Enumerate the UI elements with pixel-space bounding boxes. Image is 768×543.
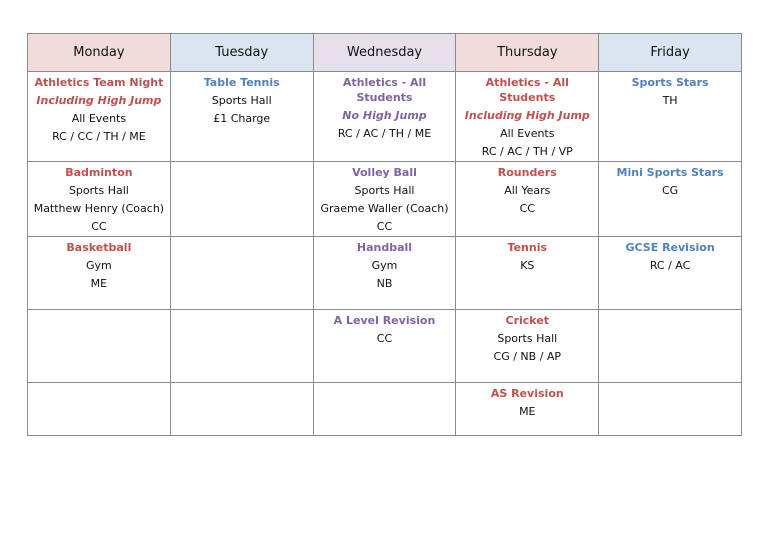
- cell-thursday: [456, 162, 599, 237]
- cell-thursday: [456, 310, 599, 383]
- activity-staff: NB: [376, 277, 393, 290]
- activity-title: Volley Ball: [352, 166, 417, 179]
- activity-timetable: [27, 33, 742, 436]
- activity-detail: All Years: [504, 184, 551, 197]
- activity-detail: £1 Charge: [213, 112, 271, 125]
- cell-tuesday: [170, 162, 313, 237]
- cell-wednesday: [313, 72, 456, 162]
- activity-detail: Gym: [371, 259, 398, 272]
- activity-staff: KS: [520, 259, 535, 272]
- activity-detail: Matthew Henry (Coach): [33, 202, 165, 215]
- cell-thursday: [456, 237, 599, 310]
- table-row: [28, 162, 742, 237]
- cell-thursday: [456, 72, 599, 162]
- cell-wednesday: [313, 383, 456, 436]
- cell-monday: [28, 310, 171, 383]
- activity-staff: CG: [661, 184, 679, 197]
- cell-tuesday: [170, 383, 313, 436]
- header-tuesday: Tuesday: [170, 34, 313, 72]
- cell-tuesday: [170, 237, 313, 310]
- activity-staff: CC: [519, 202, 535, 215]
- activity-title: Athletics Team Night: [34, 76, 164, 89]
- activity-detail: All Events: [500, 127, 555, 140]
- cell-friday: [599, 237, 742, 310]
- header-wednesday: Wednesday: [313, 34, 456, 72]
- cell-tuesday: [170, 310, 313, 383]
- activity-staff: RC / AC / TH / ME: [337, 127, 432, 140]
- cell-wednesday: [313, 237, 456, 310]
- activity-staff: ME: [519, 405, 536, 418]
- activity-staff: RC / AC: [649, 259, 691, 272]
- activity-subtitle: No High Jump: [342, 109, 427, 122]
- activity-detail: Graeme Waller (Coach): [320, 202, 449, 215]
- activity-title: Mini Sports Stars: [616, 166, 724, 179]
- header-friday: Friday: [599, 34, 742, 72]
- activity-title: Basketball: [66, 241, 132, 254]
- activity-title: Athletics - All Students: [342, 76, 427, 104]
- cell-wednesday: [313, 162, 456, 237]
- cell-wednesday: [313, 310, 456, 383]
- cell-tuesday: [170, 72, 313, 162]
- header-row: [28, 34, 742, 72]
- activity-detail: Sports Hall: [497, 332, 558, 345]
- activity-title: Athletics - All Students: [485, 76, 569, 104]
- activity-title: Tennis: [507, 241, 548, 254]
- cell-thursday: [456, 383, 599, 436]
- table-row: [28, 72, 742, 162]
- activity-title: Table Tennis: [203, 76, 280, 89]
- activity-title: Cricket: [505, 314, 550, 327]
- cell-monday: [28, 237, 171, 310]
- activity-staff: TH: [662, 94, 678, 107]
- header-monday: Monday: [28, 34, 171, 72]
- table-row: [28, 237, 742, 310]
- activity-title: Handball: [356, 241, 413, 254]
- activity-title: A Level Revision: [333, 314, 436, 327]
- activity-staff: CC: [91, 220, 107, 233]
- cell-friday: [599, 383, 742, 436]
- activity-title: AS Revision: [490, 387, 564, 400]
- activity-staff: ME: [90, 277, 108, 290]
- activity-title: Sports Stars: [631, 76, 709, 89]
- cell-friday: [599, 310, 742, 383]
- activity-detail: All Events: [71, 112, 127, 125]
- activity-title: GCSE Revision: [625, 241, 715, 254]
- cell-monday: [28, 383, 171, 436]
- cell-monday: [28, 162, 171, 237]
- activity-detail: Sports Hall: [211, 94, 272, 107]
- activity-subtitle: Including High Jump: [464, 109, 590, 122]
- cell-monday: [28, 72, 171, 162]
- activity-staff: RC / CC / TH / ME: [52, 130, 146, 143]
- header-thursday: Thursday: [456, 34, 599, 72]
- cell-friday: [599, 72, 742, 162]
- activity-detail: Gym: [86, 259, 112, 272]
- activity-title: Badminton: [65, 166, 133, 179]
- table-row: [28, 310, 742, 383]
- activity-detail: Sports Hall: [354, 184, 415, 197]
- activity-staff: CC: [376, 332, 393, 345]
- cell-friday: [599, 162, 742, 237]
- activity-staff: CG / NB / AP: [493, 350, 562, 363]
- activity-staff: RC / AC / TH / VP: [481, 145, 573, 158]
- activity-title: Rounders: [497, 166, 557, 179]
- activity-detail: Sports Hall: [68, 184, 129, 197]
- table-row: [28, 383, 742, 436]
- activity-staff: CC: [376, 220, 393, 233]
- activity-subtitle: Including High Jump: [36, 94, 162, 107]
